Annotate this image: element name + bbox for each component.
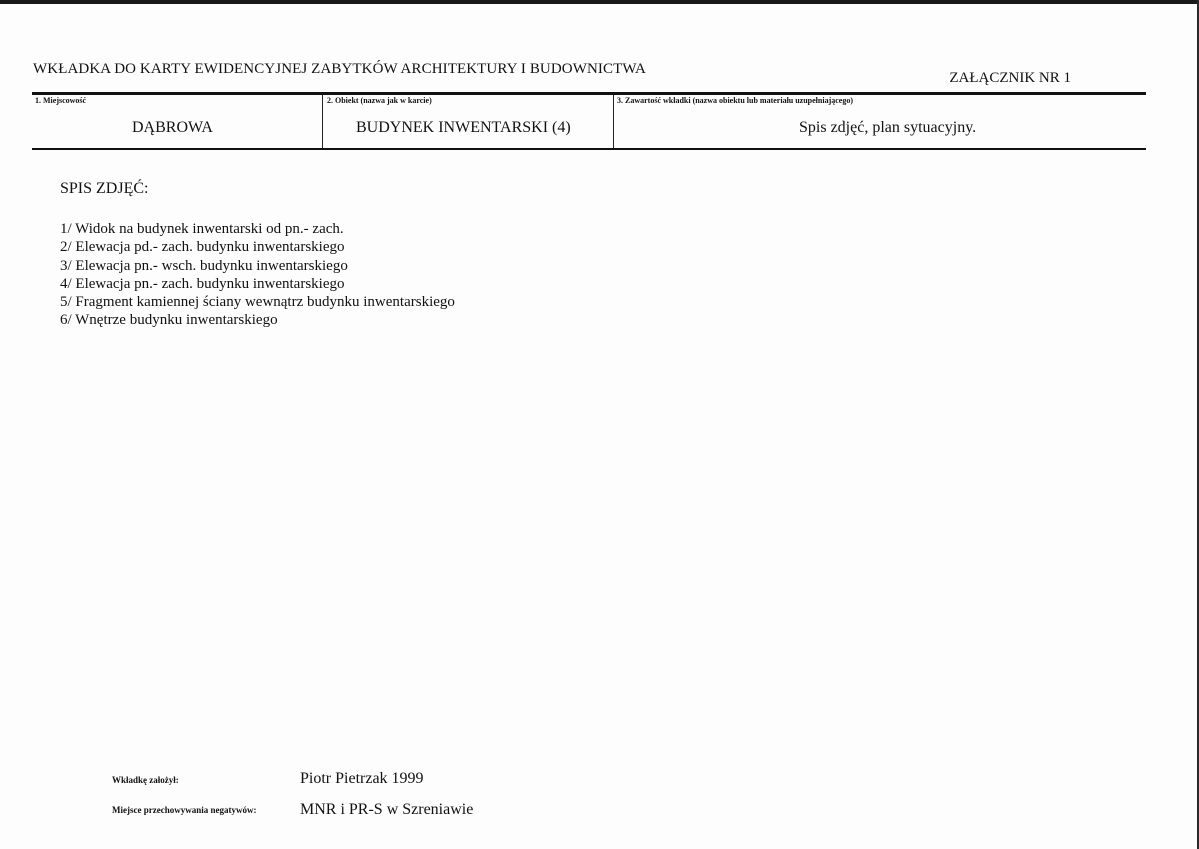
field-separator — [322, 95, 323, 148]
photo-list-item: 4/ Elewacja pn.- zach. budynku inwentarskiego — [60, 275, 345, 292]
attachment-number: ZAŁĄCZNIK NR 1 — [949, 70, 1071, 86]
document-title: WKŁADKA DO KARTY EWIDENCYJNEJ ZABYTKÓW ARCHITEKTURY I BUDOWNICTWA — [33, 61, 646, 77]
contents-label: 3. Zawartość wkładki (nazwa obiektu lub materiału uzupełniającego) — [617, 96, 854, 105]
photo-list — [60, 220, 455, 330]
scan-top-edge — [0, 0, 1199, 4]
object-value: BUDYNEK INWENTARSKI (4) — [356, 119, 571, 136]
photo-list-item: 2/ Elewacja pd.- zach. budynku inwentarskiego — [60, 239, 345, 256]
locality-value: DĄBROWA — [132, 119, 213, 136]
storage-label: Miejsce przechowywania negatywów: — [112, 805, 257, 815]
locality-label: 1. Miejscowość — [35, 96, 87, 105]
photo-list-heading: SPIS ZDJĘĆ: — [60, 180, 149, 197]
storage-value: MNR i PR-S w Szreniawie — [300, 801, 474, 818]
author-label: Wkładkę założył: — [112, 775, 179, 785]
photo-list-item: 6/ Wnętrze budynku inwentarskiego — [60, 312, 278, 329]
field-separator — [613, 95, 614, 148]
object-label: 2. Obiekt (nazwa jak w karcie) — [327, 96, 432, 105]
header-rule-bottom — [32, 148, 1146, 150]
photo-list-item: 5/ Fragment kamiennej ściany wewnątrz budynku inwentarskiego — [60, 294, 455, 311]
contents-value: Spis zdjęć, plan sytuacyjny. — [799, 119, 977, 136]
photo-list-item: 1/ Widok na budynek inwentarski od pn.- zach. — [60, 221, 344, 237]
author-value: Piotr Pietrzak 1999 — [300, 770, 424, 787]
photo-list-item: 3/ Elewacja pn.- wsch. budynku inwentarskiego — [60, 257, 348, 274]
header-rule-top — [32, 92, 1146, 95]
